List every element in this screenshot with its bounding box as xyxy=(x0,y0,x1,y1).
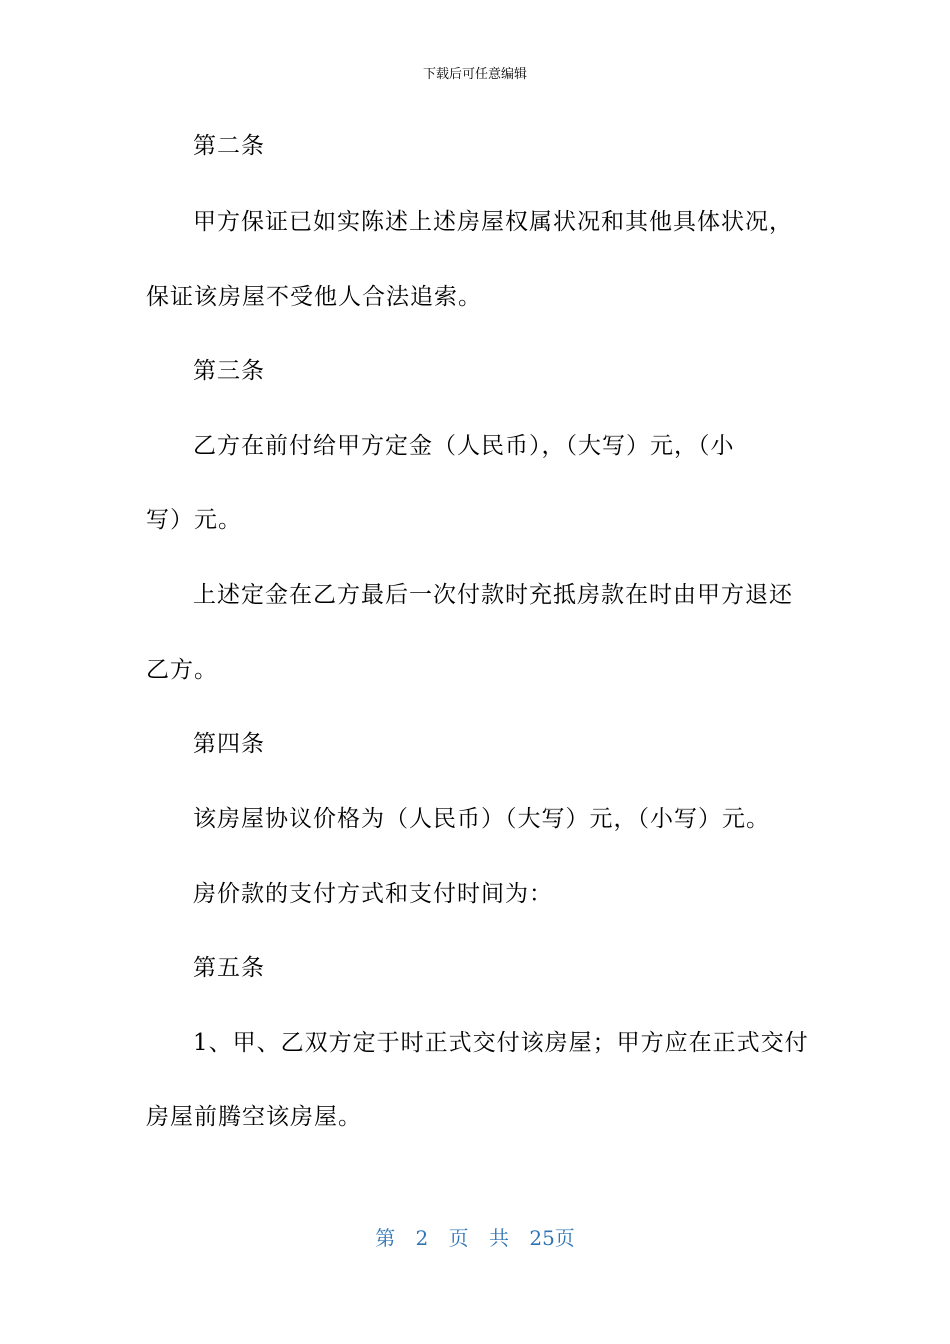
paragraph-line: 甲方保证已如实陈述上述房屋权属状况和其他具体状况， xyxy=(193,209,793,235)
article-heading-5: 第五条 xyxy=(193,955,265,981)
page-word: 页 xyxy=(448,1226,469,1250)
page-header: 下载后可任意编辑 xyxy=(422,67,527,82)
paragraph-line: 上述定金在乙方最后一次付款时充抵房款在时由甲方退还 xyxy=(193,582,793,608)
paragraph-line: 乙方。 xyxy=(146,657,218,683)
paragraph-line: 1、甲、乙双方定于时正式交付该房屋；甲方应在正式交付 xyxy=(193,1030,809,1056)
article-heading-3: 第三条 xyxy=(193,358,265,384)
total-pages: 25页 xyxy=(529,1226,575,1250)
article-heading-2: 第二条 xyxy=(193,133,265,159)
total-word: 共 xyxy=(489,1226,509,1250)
page-number-footer xyxy=(0,1224,950,1252)
paragraph-line: 乙方在前付给甲方定金（人民币），（大写）元，（小 xyxy=(193,433,735,459)
article-heading-4: 第四条 xyxy=(193,731,265,757)
paragraph-line: 房屋前腾空该房屋。 xyxy=(146,1104,362,1130)
current-page-number: 2 xyxy=(415,1226,429,1250)
paragraph-line: 写）元。 xyxy=(146,507,242,533)
paragraph-line: 保证该房屋不受他人合法追索。 xyxy=(146,284,482,310)
paragraph-line: 该房屋协议价格为（人民币）（大写）元，（小写）元。 xyxy=(193,806,770,832)
paragraph-line: 房价款的支付方式和支付时间为： xyxy=(193,881,553,907)
page-prefix: 第 xyxy=(375,1226,396,1250)
